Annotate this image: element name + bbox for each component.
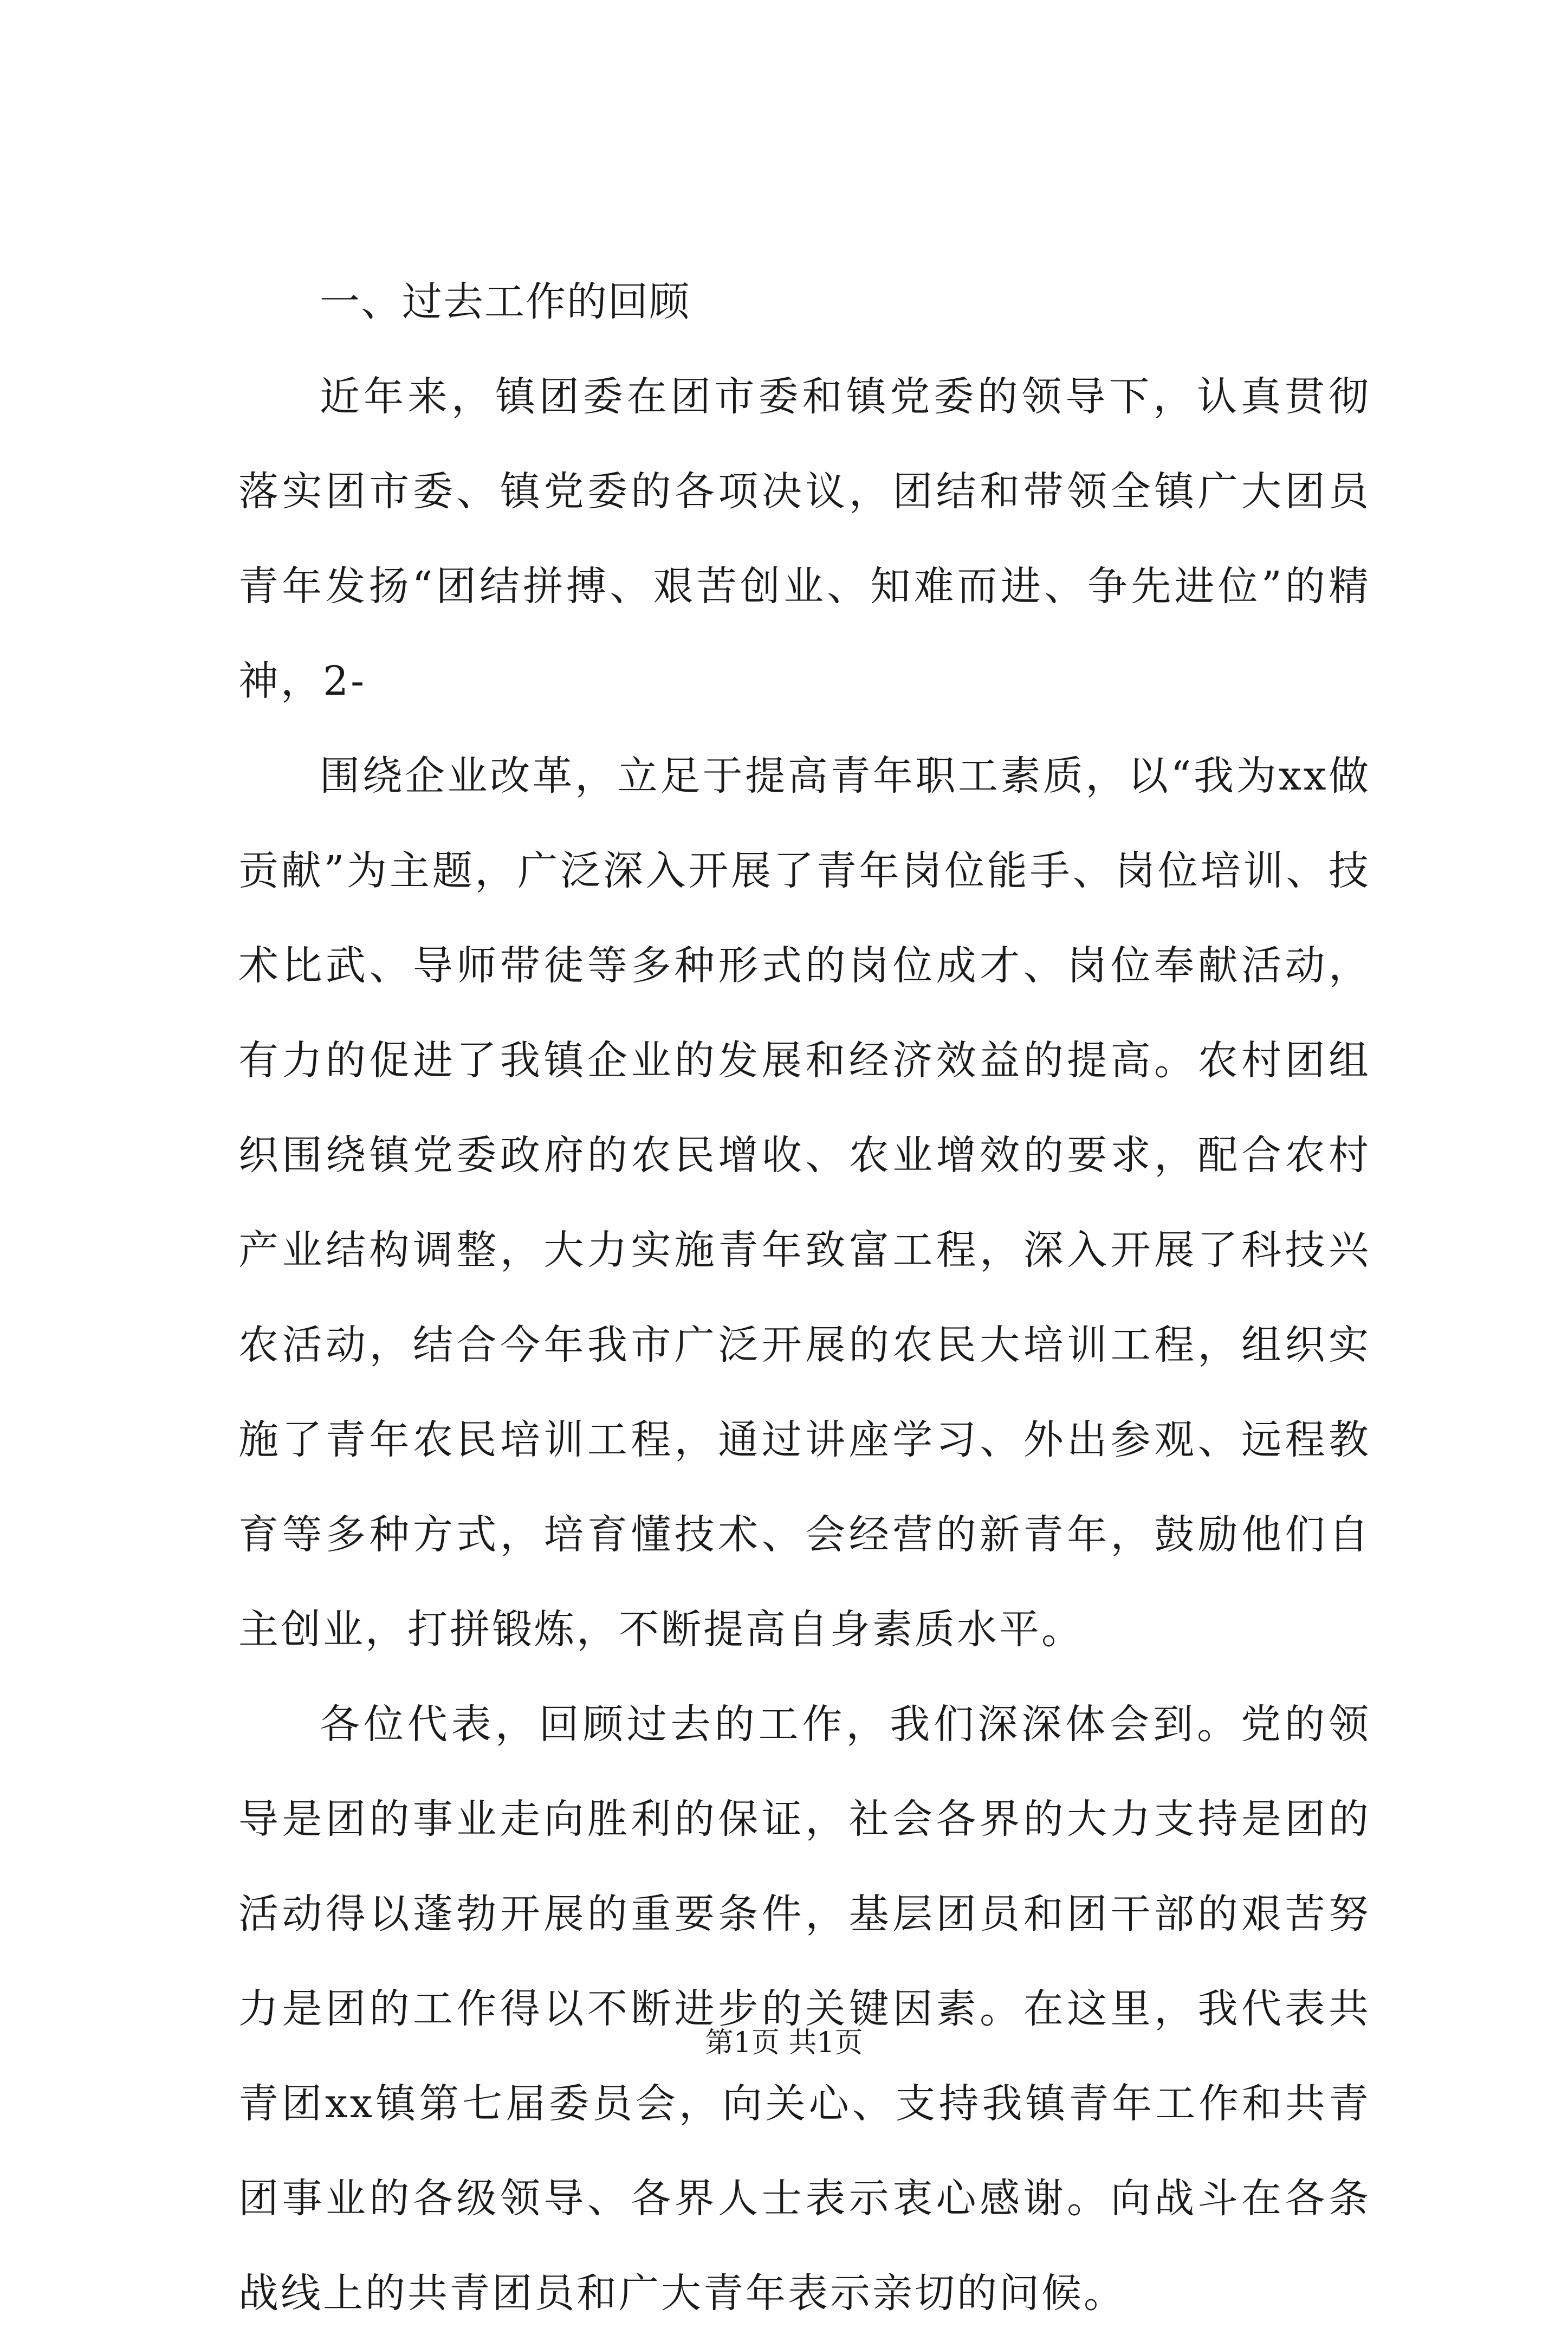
page-footer: 第1页 共1页: [705, 2027, 863, 2059]
section-heading: 一、过去工作的回顾: [320, 279, 690, 325]
paragraph-intro: 近年来，镇团委在团市委和镇党委的领导下，认真贯彻落实团市委、镇党委的各项决议，团结和带领全镇广大团员青年发扬“团结拼搏、艰苦创业、知难而进、争先进位”的精神，2-: [238, 373, 1371, 704]
paragraph-reflection: 各位代表，回顾过去的工作，我们深深体会到。党的领导是团的事业走向胜利的保证，社会各界的大力支持是团的活动得以蓬勃开展的重要条件，基层团员和团干部的艰苦努力是团的工作得以不断进步的关键因素。在这里，我代表共青团xx镇第七届委员会，向关心、支持我镇青年工作和共青团事业的各级领导、各界人士表示衷心感谢。向战斗在各条战线上的共青团员和广大青年表示亲切的问候。: [238, 1701, 1371, 2317]
paragraph-work-summary: 围绕企业改革，立足于提高青年职工素质，以“我为xx做贡献”为主题，广泛深入开展了青年岗位能手、岗位培训、技术比武、导师带徒等多种形式的岗位成才、岗位奉献活动，有力的促进了我镇企业的发展和经济效益的提高。农村团组织围绕镇党委政府的农民增收、农业增效的要求，配合农村产业结构调整，大力实施青年致富工程，深入开展了科技兴农活动，结合今年我市广泛开展的农民大培训工程，组织实施了青年农民培训工程，通过讲座学习、外出参观、远程教育等多种方式，培育懂技术、会经营的新青年，鼓励他们自主创业，打拼锻炼，不断提高自身素质水平。: [238, 753, 1371, 1653]
